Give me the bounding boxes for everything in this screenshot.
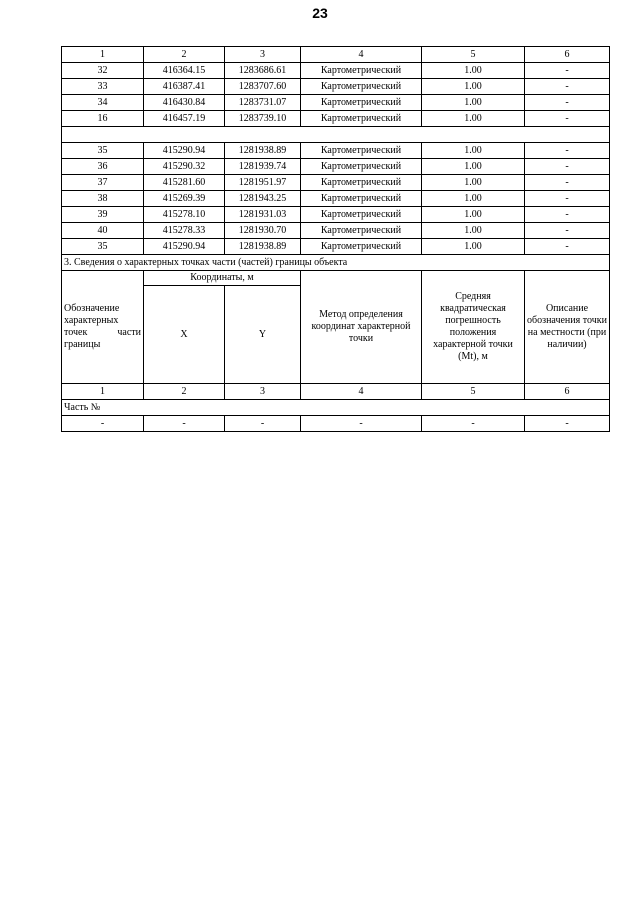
header-y: Y	[225, 286, 301, 384]
method: Картометрический	[301, 111, 422, 127]
coordinate-y: 1281939.74	[225, 159, 301, 175]
coordinate-y: 1281951.97	[225, 175, 301, 191]
part-label: Часть №	[62, 400, 610, 416]
column-number: 1	[62, 384, 144, 400]
accuracy: 1.00	[422, 79, 525, 95]
coordinate-x: 416364.15	[144, 63, 225, 79]
coordinate-y: 1281943.25	[225, 191, 301, 207]
coordinate-y: 1281930.70	[225, 223, 301, 239]
coordinate-x: 415281.60	[144, 175, 225, 191]
coordinate-x: 416457.19	[144, 111, 225, 127]
point-number: 34	[62, 95, 144, 111]
point-number: 37	[62, 175, 144, 191]
point-number: 38	[62, 191, 144, 207]
accuracy: 1.00	[422, 207, 525, 223]
accuracy: 1.00	[422, 175, 525, 191]
table-row	[62, 207, 610, 223]
header-x: X	[144, 286, 225, 384]
column-number: 2	[144, 384, 225, 400]
header-row	[62, 271, 610, 286]
empty-value: -	[62, 416, 144, 432]
column-number: 5	[422, 47, 525, 63]
empty-value: -	[225, 416, 301, 432]
empty-value: -	[525, 416, 610, 432]
description: -	[525, 159, 610, 175]
method: Картометрический	[301, 79, 422, 95]
method: Картометрический	[301, 239, 422, 255]
column-numbers-row	[62, 47, 610, 63]
column-number: 6	[525, 47, 610, 63]
empty-value: -	[301, 416, 422, 432]
coordinate-y: 1281938.89	[225, 143, 301, 159]
table-row	[62, 79, 610, 95]
contour-separator-row	[62, 127, 610, 143]
coordinate-y: 1283707.60	[225, 79, 301, 95]
coordinate-y: 1283739.10	[225, 111, 301, 127]
description: -	[525, 191, 610, 207]
table-row	[62, 191, 610, 207]
table-row	[62, 223, 610, 239]
description: -	[525, 207, 610, 223]
method: Картометрический	[301, 95, 422, 111]
section-title-row	[62, 255, 610, 271]
column-numbers-row	[62, 384, 610, 400]
coordinate-x: 415290.32	[144, 159, 225, 175]
method: Картометрический	[301, 207, 422, 223]
method: Картометрический	[301, 143, 422, 159]
coordinate-y: 1281931.03	[225, 207, 301, 223]
table-row	[62, 416, 610, 432]
method: Картометрический	[301, 223, 422, 239]
point-number: 40	[62, 223, 144, 239]
coordinate-y: 1283686.61	[225, 63, 301, 79]
column-number: 2	[144, 47, 225, 63]
header-coordinates: Координаты, м	[144, 271, 301, 286]
table-row	[62, 143, 610, 159]
coordinate-x: 415290.94	[144, 143, 225, 159]
boundary-points-table	[61, 46, 610, 432]
page-number: 23	[312, 5, 328, 21]
accuracy: 1.00	[422, 239, 525, 255]
column-number: 1	[62, 47, 144, 63]
accuracy: 1.00	[422, 143, 525, 159]
section-title: 3. Сведения о характерных точках части (частей) границы объекта	[62, 255, 610, 271]
point-number: 16	[62, 111, 144, 127]
column-number: 6	[525, 384, 610, 400]
table-row	[62, 111, 610, 127]
description: -	[525, 79, 610, 95]
header-accuracy: Средняя квадратическая погрешность положения характерной точки (Mt), м	[422, 271, 525, 384]
part-row	[62, 400, 610, 416]
point-number: 35	[62, 143, 144, 159]
method: Картометрический	[301, 191, 422, 207]
method: Картометрический	[301, 63, 422, 79]
description: -	[525, 95, 610, 111]
accuracy: 1.00	[422, 111, 525, 127]
description: -	[525, 239, 610, 255]
column-number: 3	[225, 384, 301, 400]
table-row	[62, 159, 610, 175]
accuracy: 1.00	[422, 191, 525, 207]
description: -	[525, 175, 610, 191]
point-number: 35	[62, 239, 144, 255]
column-number: 5	[422, 384, 525, 400]
coordinate-x: 416430.84	[144, 95, 225, 111]
empty-value: -	[422, 416, 525, 432]
description: -	[525, 223, 610, 239]
table-row	[62, 175, 610, 191]
column-number: 3	[225, 47, 301, 63]
point-number: 36	[62, 159, 144, 175]
point-number: 39	[62, 207, 144, 223]
empty-value: -	[144, 416, 225, 432]
accuracy: 1.00	[422, 159, 525, 175]
coordinate-x: 415278.33	[144, 223, 225, 239]
coordinate-x: 415278.10	[144, 207, 225, 223]
method: Картометрический	[301, 175, 422, 191]
table-row	[62, 63, 610, 79]
table-row	[62, 239, 610, 255]
header-method: Метод определения координат характерной точки	[301, 271, 422, 384]
coordinate-x: 415290.94	[144, 239, 225, 255]
coordinate-x: 416387.41	[144, 79, 225, 95]
empty-cell	[62, 127, 610, 143]
point-number: 32	[62, 63, 144, 79]
column-number: 4	[301, 384, 422, 400]
coordinate-y: 1283731.07	[225, 95, 301, 111]
description: -	[525, 63, 610, 79]
description: -	[525, 143, 610, 159]
accuracy: 1.00	[422, 223, 525, 239]
coordinate-x: 415269.39	[144, 191, 225, 207]
accuracy: 1.00	[422, 63, 525, 79]
header-designation: Обозначение характерных точек части границы	[62, 271, 144, 384]
table-row	[62, 95, 610, 111]
column-number: 4	[301, 47, 422, 63]
method: Картометрический	[301, 159, 422, 175]
description: -	[525, 111, 610, 127]
point-number: 33	[62, 79, 144, 95]
coordinate-y: 1281938.89	[225, 239, 301, 255]
accuracy: 1.00	[422, 95, 525, 111]
header-description: Описание обозначения точки на местности (при наличии)	[525, 271, 610, 384]
